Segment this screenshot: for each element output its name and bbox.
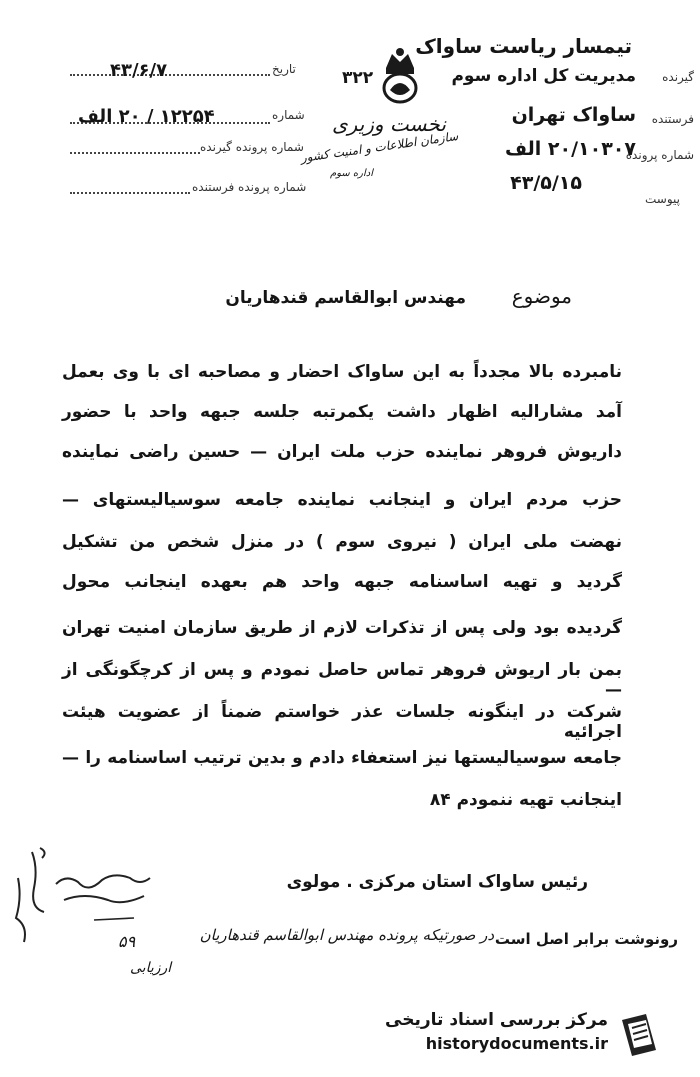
subject-text: مهندس ابوالقاسم قندهاریان [225,288,466,308]
sender-case-label: شماره پرونده فرستنده [192,180,307,194]
signature-title: رئیس ساواک استان مرکزی . مولوی [286,872,588,892]
case-number-value: ۲۰/۱۰۳۰۷ الف [504,138,636,160]
date-line [70,74,270,76]
body-line-7: گردیده بود ولی پس از تذکرات لازم از طریق سازمان امنیت تهران [62,618,622,638]
copy-label: رونوشت برابر اصل است [494,930,678,948]
body-line-10: جامعه سوسیالیستها نیز استعفاء دادم و بدین ترتیب اساسنامه را — [62,748,622,768]
attachment-label: پیوست [645,192,680,206]
receiver-number: ۳۲۲ [342,68,374,88]
stamp-line-1: نخست وزیری [332,112,446,136]
watermark-url: historydocuments.ir [425,1034,608,1053]
body-line-9: شرکت در اینگونه جلسات عذر خواستم ضمناً از عضویت هیئت اجرائیه [62,702,622,742]
watermark [374,1008,664,1060]
receiver-case-line [70,152,200,154]
number-label: شماره [272,108,305,122]
handwritten-extra: ارزیابی [130,960,172,976]
stamp-line-3: اداره سوم [330,168,373,179]
date-label: تاریخ [272,62,296,76]
watermark-name: مرکز بررسی اسناد تاریخی [385,1010,608,1030]
handwritten-number: ۵۹ [118,932,136,951]
document-folder-icon [616,1010,664,1058]
handwritten-signature [4,838,154,948]
sender-case-line [70,192,190,194]
sender-label: فرستنده [651,112,694,126]
date-value: ۴۳/۶/۷ [110,60,168,81]
receiver-case-label: شماره پرونده گیرنده [200,140,304,154]
receiver-label: گیرنده [662,70,694,84]
body-line-3: داریوش فروهر نماینده حزب ملت ایران — حسین راضی نماینده [62,442,622,462]
body-line-11: اینجانب تهیه ننمودم ۸۴ [429,790,622,810]
sender-value: ساواک تهران [511,104,636,126]
receiver-value: مدیریت کل اداره سوم [451,66,636,86]
body-line-1: نامبرده بالا مجدداً به این ساواک احضار و مصاحبه ای با وی بعمل [62,362,622,382]
body-line-5: نهضت ملی ایران ( نیروی سوم ) در منزل شخص من تشکیل [62,532,622,552]
number-value: ۱۲۲۵۴ / ۲۰ الف [78,106,215,127]
case-number-label: شماره پرونده [625,148,694,162]
subject-label: موضوع [511,284,572,308]
header-org: تیمسار ریاست ساواک [415,34,632,58]
attachment-date: ۴۳/۵/۱۵ [510,172,582,194]
handwritten-note: در صورتیکه پرونده مهندس ابوالقاسم قندهاریان [199,926,494,944]
body-line-4: حزب مردم ایران و اینجانب نماینده جامعه سوسیالیستهای — [62,490,622,510]
body-line-6: گردید و تهیه اساسنامه جبهه واحد هم بعهده اینجانب محول [62,572,622,592]
stamp-line-2: سازمان اطلاعات و امنیت کشور [299,129,460,165]
body-line-2: آمد مشارالیه اظهار داشت یکمرتبه جلسه جبهه واحد با حضور [62,402,622,422]
body-line-8: بمن بار اریوش فروهر تماس حاصل نمودم و پس از کرچگونگی از — [62,660,622,700]
